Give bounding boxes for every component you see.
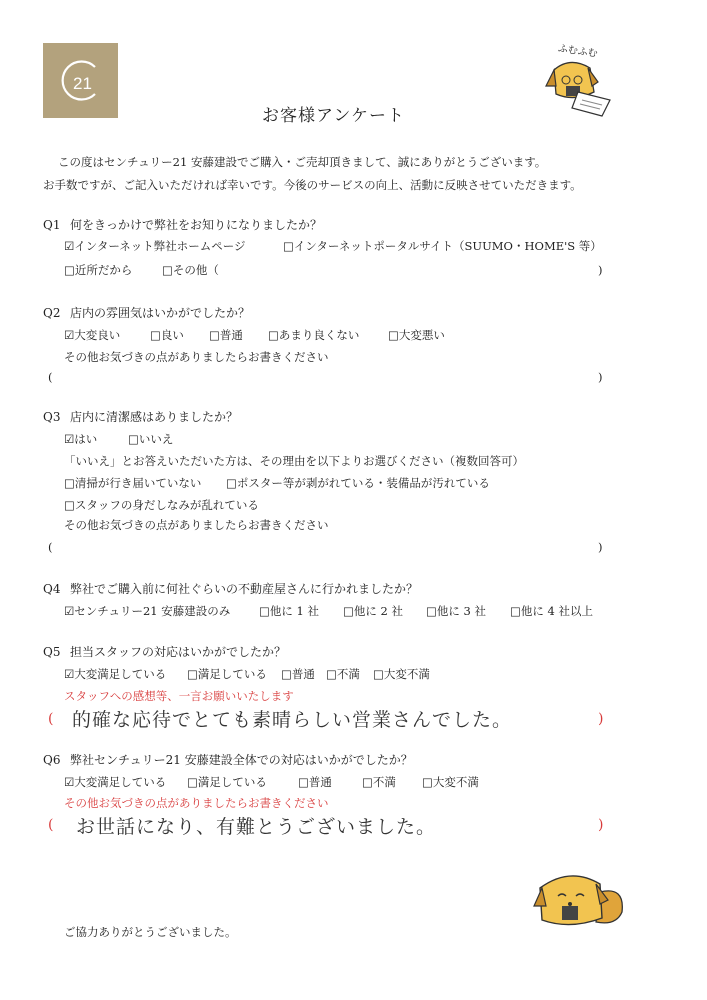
q2-open-paren: ( bbox=[48, 370, 53, 384]
q6-option-very-satisfied[interactable]: ☑大変満足している bbox=[64, 775, 167, 789]
q3-reason-poster[interactable]: □ポスター等が剥がれている・装備品が汚れている bbox=[226, 476, 490, 490]
q1-option-other[interactable]: □その他（ bbox=[162, 263, 219, 277]
q5-close-paren: ) bbox=[598, 711, 604, 727]
q1-option-portal[interactable]: □インターネットポータルサイト（SUUMO・HOME'S 等） bbox=[283, 239, 602, 253]
mascot-top bbox=[540, 42, 620, 122]
q5-handwritten-answer[interactable]: 的確な応待でとても素晴らしい営業さんでした。 bbox=[72, 709, 513, 731]
page-title: お客様アンケート bbox=[262, 106, 405, 126]
q5-open-paren: ( bbox=[48, 711, 54, 727]
mascot-caption: ふむふむ bbox=[557, 43, 599, 60]
q4-option-3[interactable]: □他に 3 社 bbox=[426, 604, 486, 618]
q6-handwritten-answer[interactable]: お世話になり、有難とうございました。 bbox=[76, 816, 437, 838]
q3-reason-cleaning[interactable]: □清掃が行き届いていない bbox=[64, 476, 202, 490]
q1-option-nearby[interactable]: □近所だから bbox=[64, 263, 133, 277]
q1-option-other-close: ) bbox=[598, 263, 603, 277]
q2-option-normal[interactable]: □普通 bbox=[209, 328, 243, 342]
q2-option-not-good[interactable]: □あまり良くない bbox=[268, 328, 360, 342]
q3-open-paren: ( bbox=[48, 540, 53, 554]
q2-option-very-good[interactable]: ☑大変良い bbox=[64, 328, 121, 342]
q4-option-2[interactable]: □他に 2 社 bbox=[343, 604, 403, 618]
q5-question: 担当スタッフの対応はいかがでしたか？ bbox=[70, 645, 287, 659]
q2-other-prompt: その他お気づきの点がありましたらお書きください bbox=[64, 350, 329, 364]
q6-option-unsatisfied[interactable]: □不満 bbox=[362, 775, 396, 789]
century21-logo bbox=[43, 43, 118, 118]
intro-line-2: お手数ですが、ご記入いただければ幸いです。今後のサービスの向上、活動に反映させていただきます。 bbox=[43, 178, 582, 192]
q1-question: 何をきっかけで弊社をお知りになりましたか？ bbox=[70, 218, 323, 232]
century21-logo-mark bbox=[43, 43, 118, 118]
q1-number: Q1 bbox=[43, 218, 61, 232]
closing-message: ご協力ありがとうございました。 bbox=[64, 925, 237, 939]
q4-option-only-c21[interactable]: ☑センチュリー21 安藤建設のみ bbox=[64, 604, 231, 618]
dog-reading-icon bbox=[540, 42, 620, 122]
q2-question: 店内の雰囲気はいかがでしたか？ bbox=[70, 306, 251, 320]
q3-reason-prompt: 「いいえ」とお答えいただいた方は、その理由を以下よりお選びください（複数回答可） bbox=[64, 454, 524, 468]
q6-open-paren: ( bbox=[48, 817, 54, 833]
q2-number: Q2 bbox=[43, 306, 61, 320]
q6-option-very-unsatisfied[interactable]: □大変不満 bbox=[422, 775, 479, 789]
q6-close-paren: ) bbox=[598, 817, 604, 833]
q3-option-no[interactable]: □いいえ bbox=[128, 432, 174, 446]
q3-option-yes[interactable]: ☑はい bbox=[64, 432, 98, 446]
q4-number: Q4 bbox=[43, 582, 61, 596]
q2-option-good[interactable]: □良い bbox=[150, 328, 184, 342]
q1-option-homepage[interactable]: ☑インターネット弊社ホームページ bbox=[64, 239, 246, 253]
q2-close-paren: ) bbox=[598, 370, 603, 384]
q3-question: 店内に清潔感はありましたか？ bbox=[70, 410, 239, 424]
logo-text: 21 bbox=[73, 74, 92, 93]
q3-number: Q3 bbox=[43, 410, 61, 424]
q4-question: 弊社でご購入前に何社ぐらいの不動産屋さんに行かれましたか？ bbox=[70, 582, 419, 596]
dog-mascot-icon bbox=[530, 862, 630, 932]
q3-reason-staff-appearance[interactable]: □スタッフの身だしなみが乱れている bbox=[64, 498, 259, 512]
q6-question: 弊社センチュリー21 安藤建設全体での対応はいかがでしたか？ bbox=[70, 753, 413, 767]
q4-option-4-plus[interactable]: □他に 4 社以上 bbox=[510, 604, 593, 618]
q3-other-prompt: その他お気づきの点がありましたらお書きください bbox=[64, 518, 329, 532]
q4-option-1[interactable]: □他に 1 社 bbox=[259, 604, 319, 618]
q2-option-very-bad[interactable]: □大変悪い bbox=[388, 328, 445, 342]
q5-option-very-satisfied[interactable]: ☑大変満足している bbox=[64, 667, 167, 681]
q5-option-satisfied[interactable]: □満足している bbox=[187, 667, 267, 681]
q5-option-very-unsatisfied[interactable]: □大変不満 bbox=[373, 667, 430, 681]
q6-option-satisfied[interactable]: □満足している bbox=[187, 775, 267, 789]
q6-comment-prompt: その他お気づきの点がありましたらお書きください bbox=[64, 796, 329, 810]
q5-option-normal[interactable]: □普通 bbox=[281, 667, 315, 681]
q6-number: Q6 bbox=[43, 753, 61, 767]
q5-option-unsatisfied[interactable]: □不満 bbox=[326, 667, 360, 681]
q3-close-paren: ) bbox=[598, 540, 603, 554]
q6-option-normal[interactable]: □普通 bbox=[298, 775, 332, 789]
q5-number: Q5 bbox=[43, 645, 61, 659]
q5-comment-prompt: スタッフへの感想等、一言お願いいたします bbox=[64, 689, 294, 703]
intro-line-1: この度はセンチュリー21 安藤建設でご購入・ご売却頂きまして、誠にありがとうございます。 bbox=[58, 155, 547, 169]
